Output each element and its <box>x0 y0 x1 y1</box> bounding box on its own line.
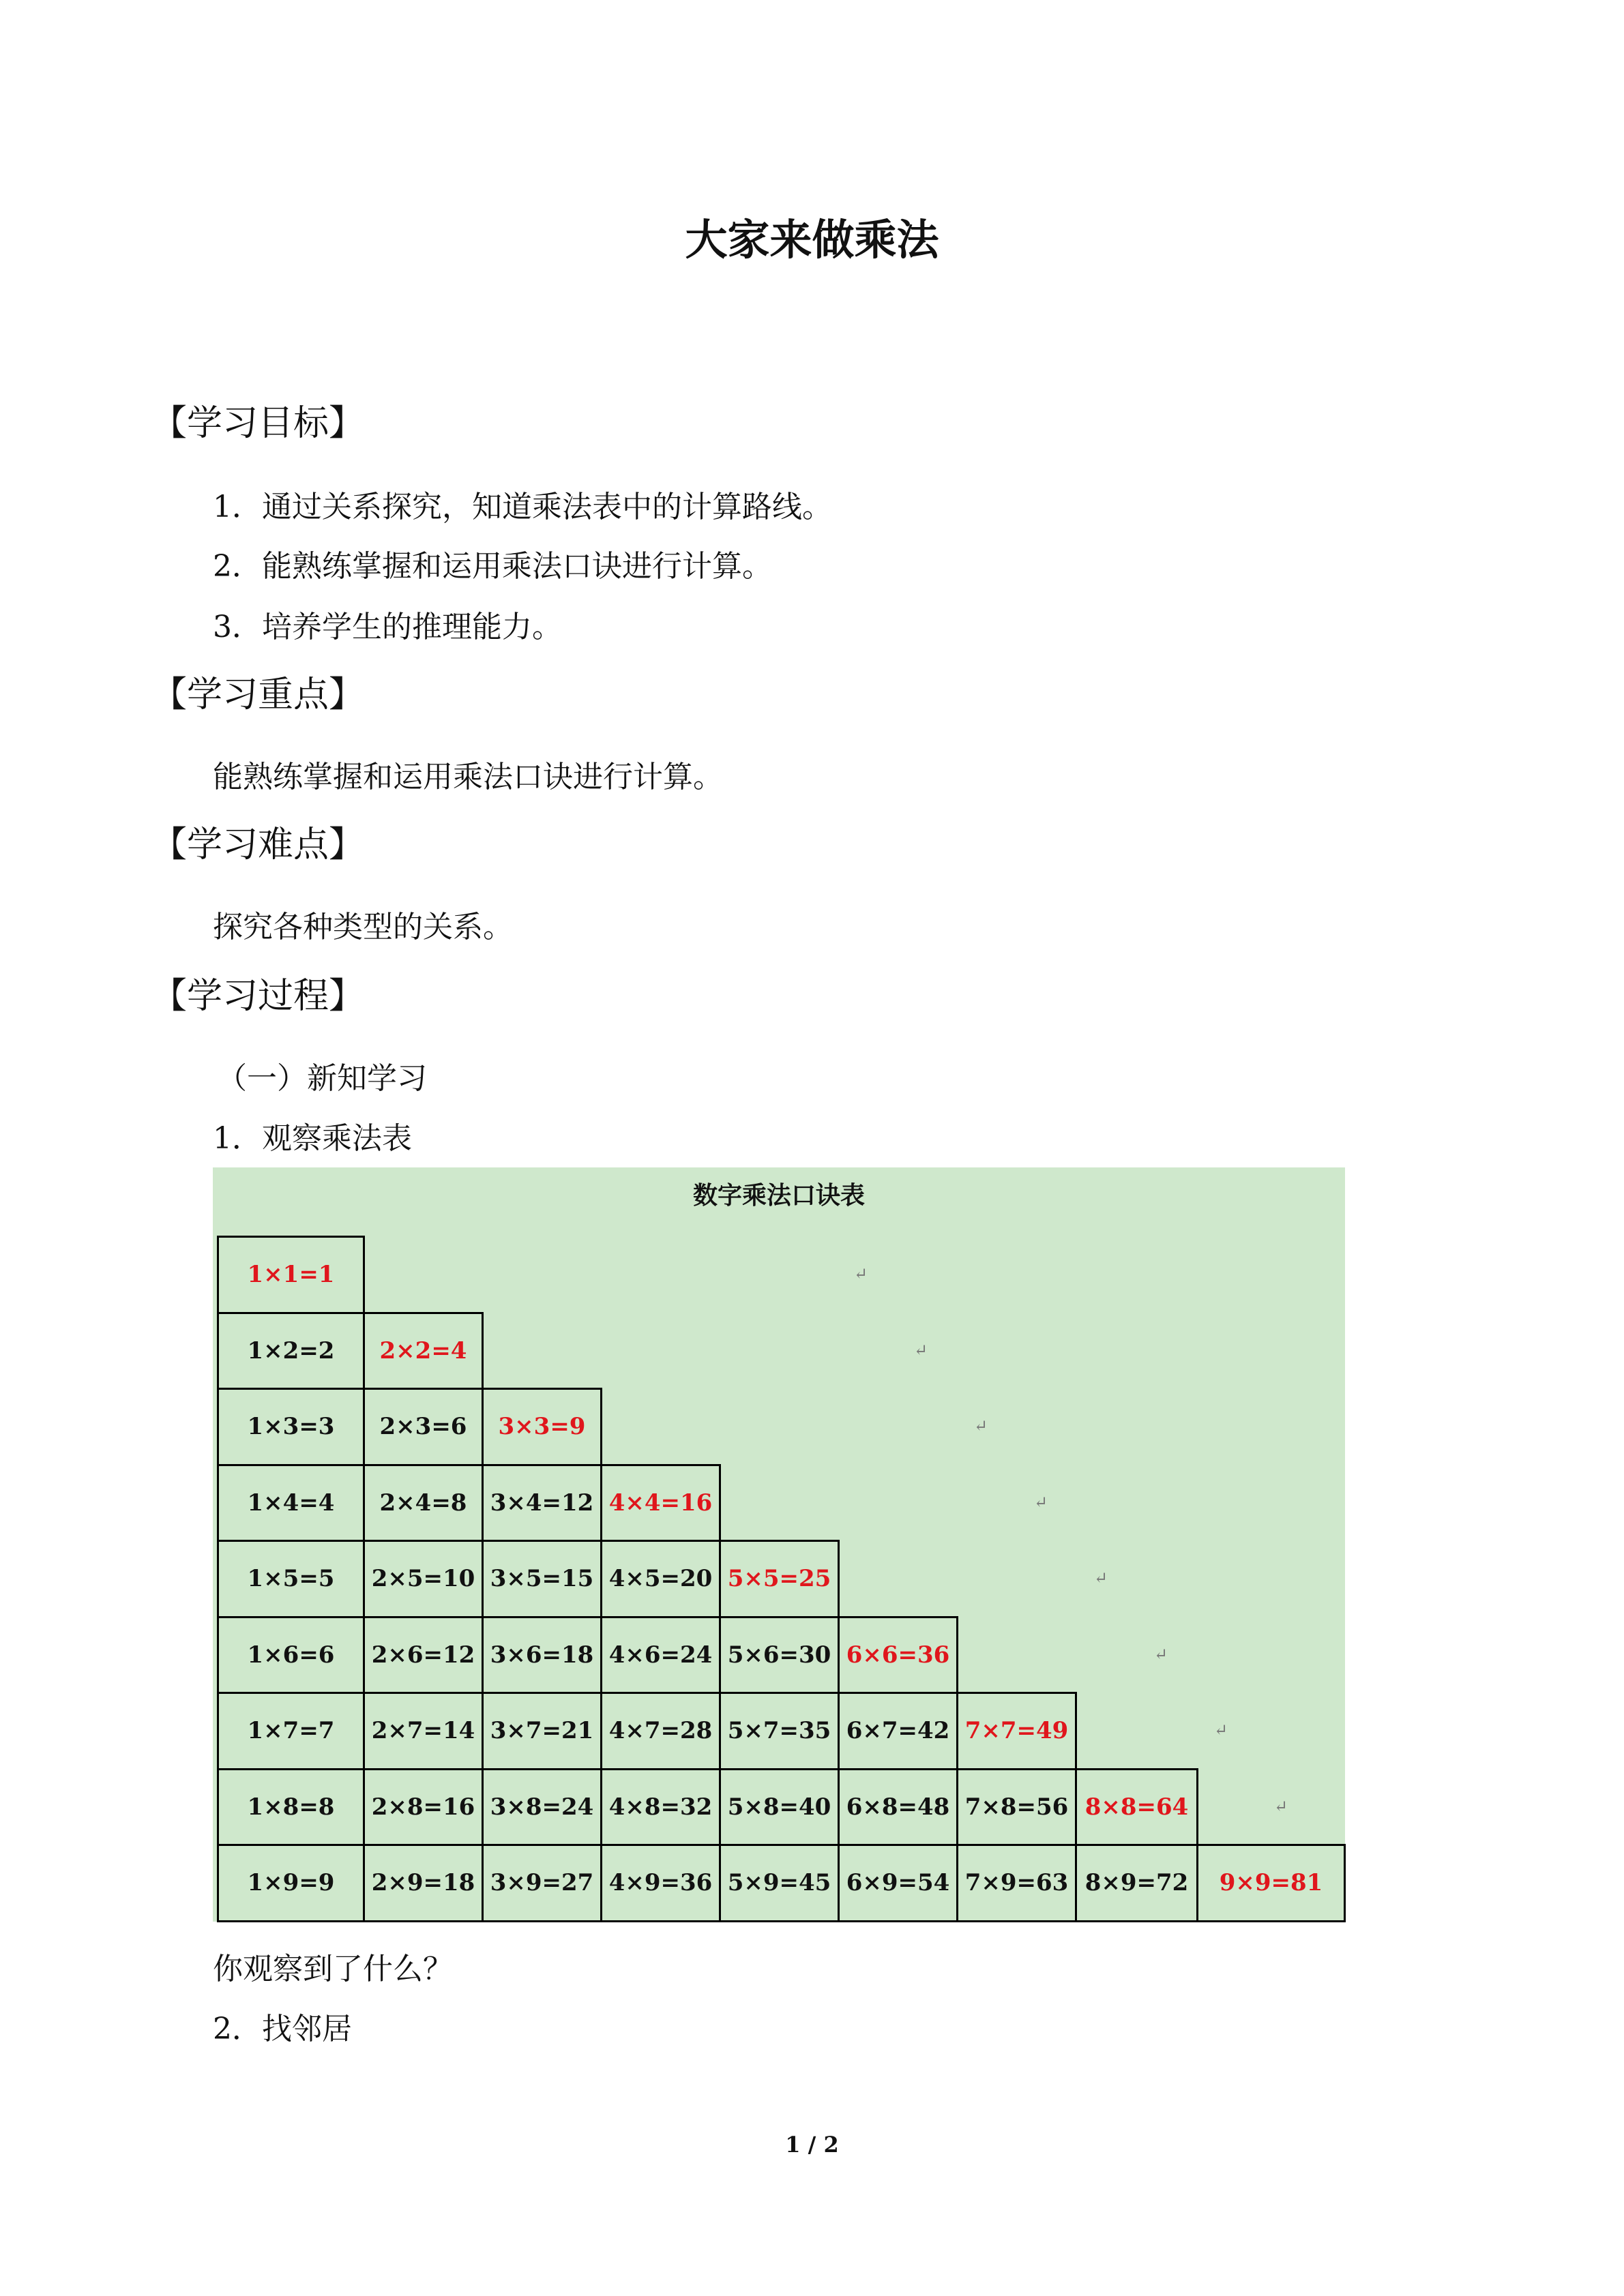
table-cell: 1×9=9 <box>217 1844 365 1922</box>
table-cell: 1×2=2 <box>217 1312 365 1390</box>
table-cell: 4×7=28 <box>600 1692 721 1770</box>
table-cell-square: 1×1=1 <box>217 1236 365 1314</box>
multiplication-table <box>213 1167 1345 1922</box>
table-cell-square: 3×3=9 <box>482 1388 602 1466</box>
table-cell: 1×7=7 <box>217 1692 365 1770</box>
paragraph-mark: ↵ <box>1094 1568 1108 1587</box>
table-cell: 4×8=32 <box>600 1768 721 1847</box>
page-number: 1 / 2 <box>785 2132 839 2158</box>
table-cell: 6×7=42 <box>838 1692 958 1770</box>
difficulty-text: 探究各种类型的关系。 <box>213 910 513 944</box>
table-cell: 1×6=6 <box>217 1616 365 1695</box>
table-cell-square: 6×6=36 <box>838 1616 958 1695</box>
key-text: 能熟练掌握和运用乘法口诀进行计算。 <box>213 760 723 794</box>
table-cell: 2×5=10 <box>363 1540 484 1618</box>
process-heading: 【学习过程】 <box>151 976 365 1017</box>
table-cell: 3×8=24 <box>482 1768 602 1847</box>
objective-item: 1．通过关系探究，知道乘法表中的计算路线。 <box>213 490 832 524</box>
table-cell: 6×9=54 <box>838 1844 958 1922</box>
table-cell: 5×9=45 <box>719 1844 840 1922</box>
table-cell: 7×8=56 <box>956 1768 1077 1847</box>
table-cell: 2×3=6 <box>363 1388 484 1466</box>
paragraph-mark: ↵ <box>1274 1796 1288 1816</box>
table-cell: 1×5=5 <box>217 1540 365 1618</box>
table-cell: 3×6=18 <box>482 1616 602 1695</box>
table-cell: 3×4=12 <box>482 1464 602 1542</box>
paragraph-mark: ↵ <box>914 1340 928 1360</box>
table-cell: 2×9=18 <box>363 1844 484 1922</box>
table-cell: 1×8=8 <box>217 1768 365 1847</box>
table-cell: 2×7=14 <box>363 1692 484 1770</box>
table-cell: 1×3=3 <box>217 1388 365 1466</box>
objective-item: 2．能熟练掌握和运用乘法口诀进行计算。 <box>213 549 772 584</box>
table-cell: 7×9=63 <box>956 1844 1077 1922</box>
table-cell: 4×5=20 <box>600 1540 721 1618</box>
paragraph-mark: ↵ <box>1034 1492 1048 1512</box>
objective-item: 3．培养学生的推理能力。 <box>213 610 562 644</box>
table-cell: 1×4=4 <box>217 1464 365 1542</box>
table-cell: 3×5=15 <box>482 1540 602 1618</box>
table-title: 数字乘法口诀表 <box>692 1182 865 1210</box>
key-heading: 【学习重点】 <box>151 674 365 715</box>
table-cell: 4×9=36 <box>600 1844 721 1922</box>
table-cell: 3×9=27 <box>482 1844 602 1922</box>
table-cell: 3×7=21 <box>482 1692 602 1770</box>
process-item: 1．观察乘法表 <box>213 1121 412 1156</box>
paragraph-mark: ↵ <box>854 1264 868 1283</box>
table-cell-square: 2×2=4 <box>363 1312 484 1390</box>
table-cell-square: 8×8=64 <box>1075 1768 1198 1847</box>
paragraph-mark: ↵ <box>974 1416 988 1435</box>
table-cell-square: 9×9=81 <box>1196 1844 1346 1922</box>
difficulty-heading: 【学习难点】 <box>151 824 365 865</box>
table-cell: 4×6=24 <box>600 1616 721 1695</box>
table-cell: 5×8=40 <box>719 1768 840 1847</box>
table-cell: 2×8=16 <box>363 1768 484 1847</box>
page-title: 大家来做乘法 <box>685 215 939 265</box>
table-cell: 5×6=30 <box>719 1616 840 1695</box>
question-text: 你观察到了什么？ <box>213 1952 453 1986</box>
paragraph-mark: ↵ <box>1214 1720 1228 1740</box>
process-subheading: （一）新知学习 <box>217 1061 427 1096</box>
process-item: 2．找邻居 <box>213 2012 352 2046</box>
table-cell-square: 4×4=16 <box>600 1464 721 1542</box>
table-cell: 2×6=12 <box>363 1616 484 1695</box>
table-cell: 6×8=48 <box>838 1768 958 1847</box>
table-cell-square: 7×7=49 <box>956 1692 1077 1770</box>
table-cell: 5×7=35 <box>719 1692 840 1770</box>
table-cell: 2×4=8 <box>363 1464 484 1542</box>
paragraph-mark: ↵ <box>1154 1644 1168 1664</box>
table-cell-square: 5×5=25 <box>719 1540 840 1618</box>
objectives-heading: 【学习目标】 <box>151 403 365 444</box>
table-cell: 8×9=72 <box>1075 1844 1198 1922</box>
